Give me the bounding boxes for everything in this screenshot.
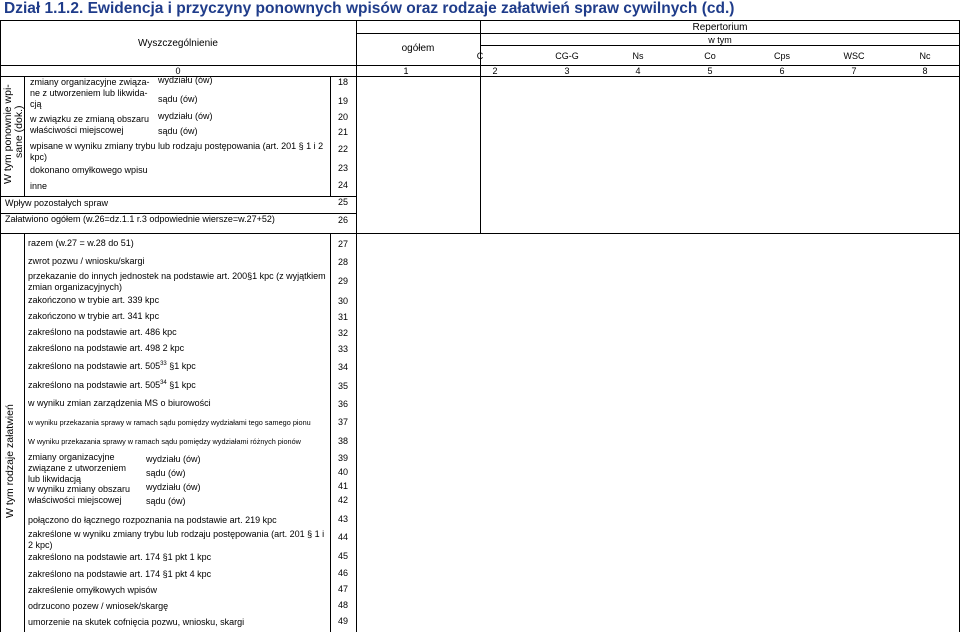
r18-wydzialu: wydziału (ów) bbox=[158, 75, 213, 85]
header-w-tym: w tym bbox=[708, 35, 732, 45]
col-number-0: 0 bbox=[175, 66, 181, 76]
page-title: Dział 1.1.2. Ewidencja i przyczyny ponownych wpisów oraz rodzaje załatwień spraw cywilnych (cd.) bbox=[4, 0, 735, 17]
r32-label: zakreślono na podstawie art. 486 kpc bbox=[28, 327, 177, 337]
col-header-wsc: WSC bbox=[843, 51, 865, 61]
col-number-7: 7 bbox=[851, 66, 857, 76]
row-number-18: 18 bbox=[337, 77, 348, 87]
r22-label-line2: kpc) bbox=[30, 152, 48, 162]
col-number-5: 5 bbox=[707, 66, 713, 76]
r44-label-line1: zakreślone w wyniku zmiany trybu lub rodzaju postępowania (art. 201 § 1 i bbox=[28, 529, 325, 539]
row-number-40: 40 bbox=[337, 467, 348, 477]
col-header-ns: Ns bbox=[632, 51, 644, 61]
r20-wydzialu: wydziału (ów) bbox=[158, 111, 213, 121]
r42-sadu: sądu (ów) bbox=[146, 496, 186, 506]
row-number-41: 41 bbox=[337, 481, 348, 491]
r27-label: razem (w.27 = w.28 do 51) bbox=[28, 238, 134, 248]
row-number-29: 29 bbox=[337, 276, 348, 286]
r49-label: umorzenie na skutek cofnięcia pozwu, wniosku, skargi bbox=[28, 617, 245, 627]
group-c-line3: lub likwidacją bbox=[28, 474, 82, 484]
header-wyszczegolnienie: Wyszczególnienie bbox=[138, 38, 218, 49]
r40-sadu: sądu (ów) bbox=[146, 468, 186, 478]
row-number-42: 42 bbox=[337, 495, 348, 505]
r46-label: zakreślono na podstawie art. 174 §1 pkt 4 kpc bbox=[28, 569, 212, 579]
r34-label: zakreślono na podstawie art. $505^{33}$ §1 kpc bbox=[28, 361, 196, 371]
r24-label: inne bbox=[30, 181, 48, 191]
r25-label: Wpływ pozostałych spraw bbox=[5, 198, 109, 208]
col-number-6: 6 bbox=[779, 66, 785, 76]
col-header-cps: Cps bbox=[773, 51, 790, 61]
group-b-line1: w związku ze zmianą obszaru bbox=[30, 114, 150, 124]
group-d-line1: w wyniku zmiany obszaru bbox=[28, 484, 131, 494]
section2-vertical-label: W tym rodzaje załatwień bbox=[4, 404, 16, 518]
row-number-26: 26 bbox=[337, 215, 348, 225]
r28-label: zwrot pozwu / wniosku/skargi bbox=[28, 256, 145, 266]
col-header-nc: Nc bbox=[919, 51, 931, 61]
row-number-23: 23 bbox=[337, 163, 348, 173]
row-number-35: 35 bbox=[337, 381, 348, 391]
group-a-line2: ne z utworzeniem lub likwida- bbox=[30, 88, 148, 98]
group-c-line1: zmiany organizacyjne bbox=[28, 452, 115, 462]
group-a-line3: cją bbox=[30, 99, 42, 109]
row-number-31: 31 bbox=[337, 312, 348, 322]
r47-label: zakreślenie omyłkowych wpisów bbox=[28, 585, 158, 595]
row-number-32: 32 bbox=[337, 328, 348, 338]
row-number-36: 36 bbox=[337, 399, 348, 409]
header-ogolem: ogółem bbox=[401, 43, 435, 54]
r41-wydzialu: wydziału (ów) bbox=[146, 482, 201, 492]
r33-label: zakreślono na podstawie art. 498 2 kpc bbox=[28, 343, 185, 353]
row-number-25: 25 bbox=[337, 197, 348, 207]
r29-label-line1: przekazanie do innych jednostek na podstawie art. 200§1 kpc (z wyjątkiem bbox=[28, 271, 326, 281]
r45-label: zakreślono na podstawie art. 174 §1 pkt 1 kpc bbox=[28, 552, 212, 562]
row-number-46: 46 bbox=[337, 568, 348, 578]
r23-label: dokonano omyłkowego wpisu bbox=[30, 165, 148, 175]
group-d-line2: właściwości miejscowej bbox=[28, 495, 122, 505]
row-number-19: 19 bbox=[337, 96, 348, 106]
row-number-44: 44 bbox=[337, 532, 348, 542]
r30-label: zakończono w trybie art. 339 kpc bbox=[28, 295, 160, 305]
col-number-2: 2 bbox=[492, 66, 498, 76]
r21-sadu: sądu (ów) bbox=[158, 126, 198, 136]
row-number-33: 33 bbox=[337, 344, 348, 354]
col-header-c: C bbox=[476, 51, 484, 61]
row-number-28: 28 bbox=[337, 257, 348, 267]
row-number-37: 37 bbox=[337, 417, 348, 427]
r19-sadu: sądu (ów) bbox=[158, 94, 198, 104]
row-number-30: 30 bbox=[337, 296, 348, 306]
r29-label-line2: zmian organizacyjnych) bbox=[28, 282, 123, 292]
row-number-47: 47 bbox=[337, 584, 348, 594]
row-number-20: 20 bbox=[337, 112, 348, 122]
section1-vertical-label-line2: sane (dok.) bbox=[13, 105, 25, 158]
r43-label: połączono do łącznego rozpoznania na podstawie art. 219 kpc bbox=[28, 515, 277, 525]
row-number-24: 24 bbox=[337, 180, 348, 190]
r44-label-line2: 2 kpc) bbox=[28, 540, 53, 550]
r36-label: w wyniku zmian zarządzenia MS o biurowości bbox=[28, 398, 211, 408]
group-c-line2: związane z utworzeniem bbox=[28, 463, 127, 473]
col-number-8: 8 bbox=[922, 66, 928, 76]
r38-label: W wyniku przekazania sprawy w ramach sądu pomiędzy wydziałami różnych pionów bbox=[28, 437, 301, 446]
header-repertorium: Repertorium bbox=[692, 22, 748, 33]
r22-label-line1: wpisane w wyniku zmiany trybu lub rodzaju postępowania (art. 201 § 1 i 2 bbox=[30, 141, 324, 151]
r35-label: zakreślono na podstawie art. $505^{34}$ §1 kpc bbox=[28, 380, 196, 390]
r39-wydzialu: wydziału (ów) bbox=[146, 454, 201, 464]
col-number-4: 4 bbox=[635, 66, 641, 76]
col-header-co: Co bbox=[704, 51, 716, 61]
r26-label: Załatwiono ogółem (w.26=dz.1.1 r.3 odpowiednie wiersze=w.27+52) bbox=[5, 214, 275, 224]
r37-label: w wyniku przekazania sprawy w ramach sądu pomiędzy wydziałami tego samego pionu bbox=[28, 418, 311, 427]
row-number-34: 34 bbox=[337, 362, 348, 372]
row-number-39: 39 bbox=[337, 453, 348, 463]
row-number-21: 21 bbox=[337, 127, 348, 137]
row-number-48: 48 bbox=[337, 600, 348, 610]
col-header-cg-g: CG-G bbox=[555, 51, 579, 61]
section1-vertical-label-line1: W tym ponownie wpi- bbox=[2, 84, 14, 184]
group-a-line1: zmiany organizacyjne związa- bbox=[30, 77, 150, 87]
row-number-38: 38 bbox=[337, 436, 348, 446]
group-b-line2: właściwości miejscowej bbox=[30, 125, 124, 135]
col-number-3: 3 bbox=[564, 66, 570, 76]
row-number-43: 43 bbox=[337, 514, 348, 524]
row-number-27: 27 bbox=[337, 239, 348, 249]
row-number-22: 22 bbox=[337, 144, 348, 154]
r48-label: odrzucono pozew / wniosek/skargę bbox=[28, 601, 169, 611]
r31-label: zakończono w trybie art. 341 kpc bbox=[28, 311, 160, 321]
col-number-1: 1 bbox=[403, 66, 409, 76]
row-number-49: 49 bbox=[337, 616, 348, 626]
row-number-45: 45 bbox=[337, 551, 348, 561]
